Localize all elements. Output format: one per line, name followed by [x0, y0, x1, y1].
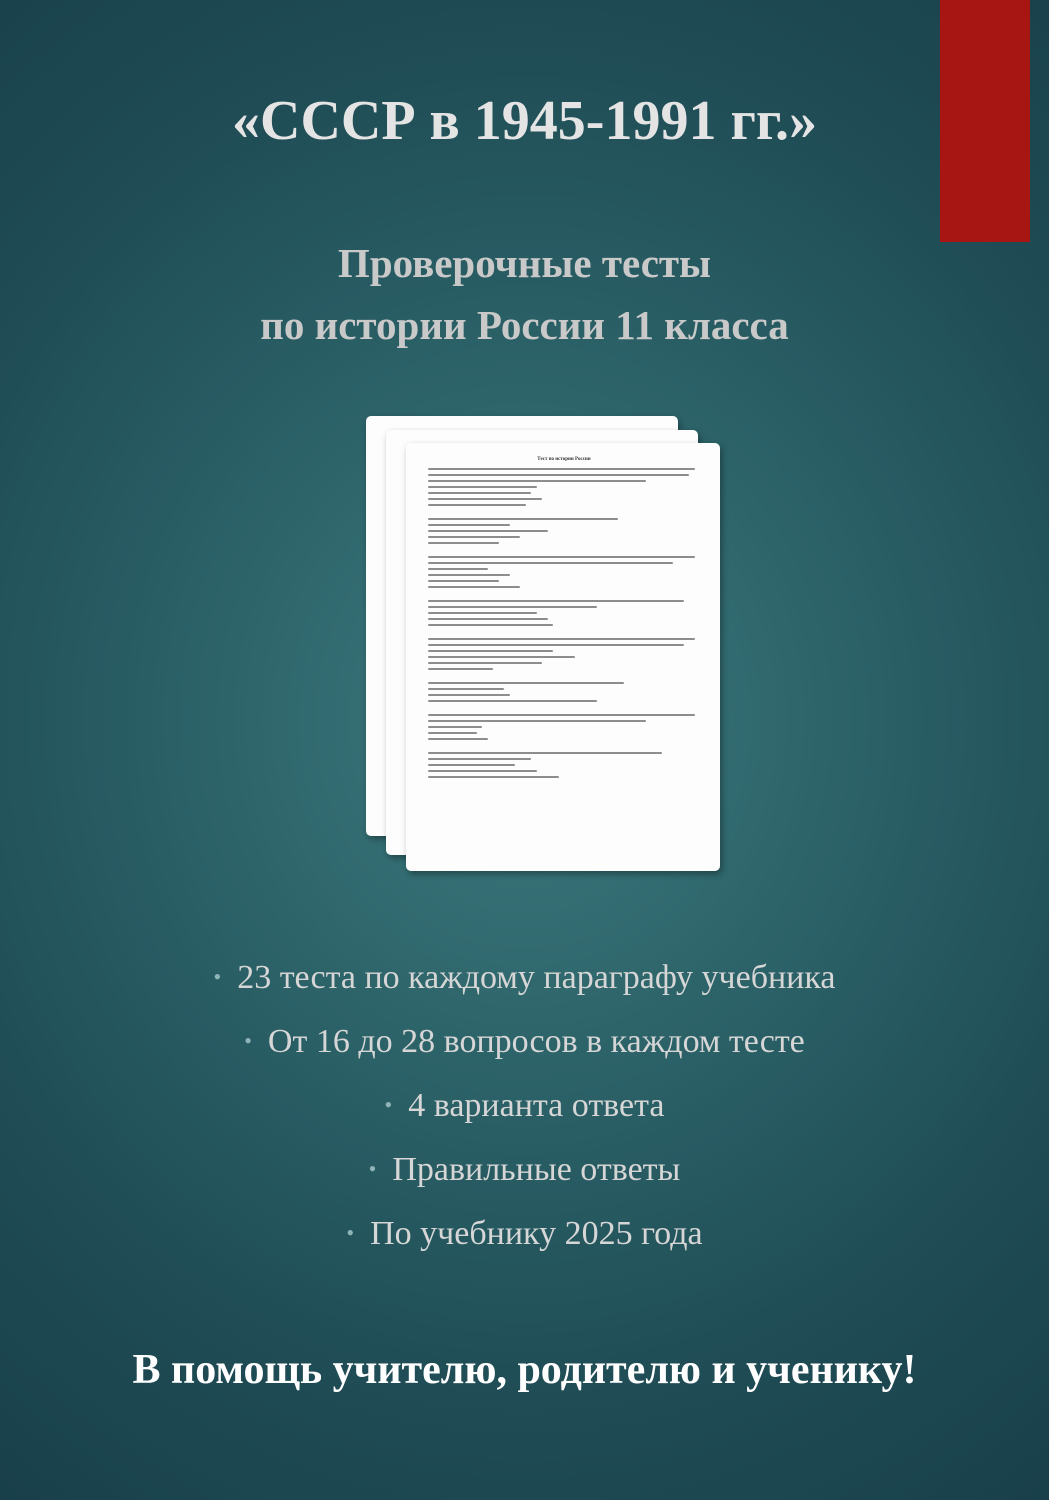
document-text-line — [428, 612, 537, 614]
document-text-line — [428, 720, 646, 722]
document-gap — [428, 630, 700, 638]
document-gap — [428, 706, 700, 714]
feature-text: По учебнику 2025 года — [370, 1215, 703, 1252]
document-text-line — [428, 662, 542, 664]
subtitle-line-2: по истории России 11 класса — [260, 302, 789, 348]
document-text-line — [428, 732, 477, 734]
document-text-line — [428, 542, 499, 544]
document-text-line — [428, 650, 553, 652]
document-text-line — [428, 688, 504, 690]
feature-list — [0, 945, 1049, 1265]
document-text-line — [428, 504, 526, 506]
document-text-line — [428, 668, 493, 670]
document-text-line — [428, 764, 515, 766]
document-text-line — [428, 556, 695, 558]
bullet-dot-icon: • — [213, 964, 222, 989]
document-text-line — [428, 726, 482, 728]
document-sheet-front — [406, 443, 720, 871]
subtitle-line-1: Проверочные тесты — [337, 240, 712, 286]
document-text-line — [428, 656, 575, 658]
document-text-line — [428, 714, 695, 716]
document-text-line — [428, 536, 520, 538]
feature-item — [0, 1009, 1049, 1073]
bullet-dot-icon: • — [368, 1156, 377, 1181]
document-text-line — [428, 770, 537, 772]
feature-item — [0, 945, 1049, 1009]
document-text-line — [428, 600, 684, 602]
document-text-line — [428, 738, 488, 740]
document-text-line — [428, 700, 597, 702]
document-text-line — [428, 644, 684, 646]
document-text-line — [428, 568, 488, 570]
document-text-line — [428, 492, 531, 494]
document-text-line — [428, 518, 618, 520]
document-text-line — [428, 758, 531, 760]
document-text-line — [428, 618, 548, 620]
document-text-line — [428, 574, 510, 576]
bullet-dot-icon: • — [384, 1092, 393, 1117]
document-gap — [428, 744, 700, 752]
feature-text: Правильные ответы — [392, 1151, 681, 1188]
document-text-line — [428, 752, 662, 754]
feature-text: 23 теста по каждому параграфу учебника — [237, 959, 836, 996]
document-text-line — [428, 776, 559, 778]
document-text-line — [428, 682, 624, 684]
document-text-lines — [428, 468, 700, 778]
document-text-line — [428, 638, 695, 640]
feature-item — [0, 1073, 1049, 1137]
cover-title: «СССР в 1945-1991 гг.» — [232, 90, 817, 152]
document-text-line — [428, 474, 689, 476]
document-text-line — [428, 562, 673, 564]
cover-subtitle — [0, 232, 1049, 356]
document-text-line — [428, 468, 695, 470]
document-text-line — [428, 530, 548, 532]
document-stack-illustration — [362, 410, 732, 870]
bullet-dot-icon: • — [244, 1028, 252, 1053]
document-gap — [428, 548, 700, 556]
cover-tagline: В помощь учителю, родителю и ученику! — [132, 1347, 917, 1393]
feature-item — [0, 1137, 1049, 1201]
document-text-line — [428, 524, 510, 526]
document-text-line — [428, 486, 537, 488]
document-text-line — [428, 580, 499, 582]
document-text-line — [428, 606, 597, 608]
document-gap — [428, 510, 700, 518]
document-text-line — [428, 586, 520, 588]
document-text-line — [428, 624, 553, 626]
document-gap — [428, 592, 700, 600]
document-heading: Тест по истории России — [537, 457, 591, 462]
feature-text: 4 варианта ответа — [408, 1087, 665, 1124]
feature-item — [0, 1201, 1049, 1265]
document-text-line — [428, 480, 646, 482]
document-text-line — [428, 694, 510, 696]
feature-text: От 16 до 28 вопросов в каждом тесте — [267, 1023, 805, 1060]
document-text-line — [428, 498, 542, 500]
bullet-dot-icon: • — [346, 1220, 355, 1245]
document-gap — [428, 674, 700, 682]
